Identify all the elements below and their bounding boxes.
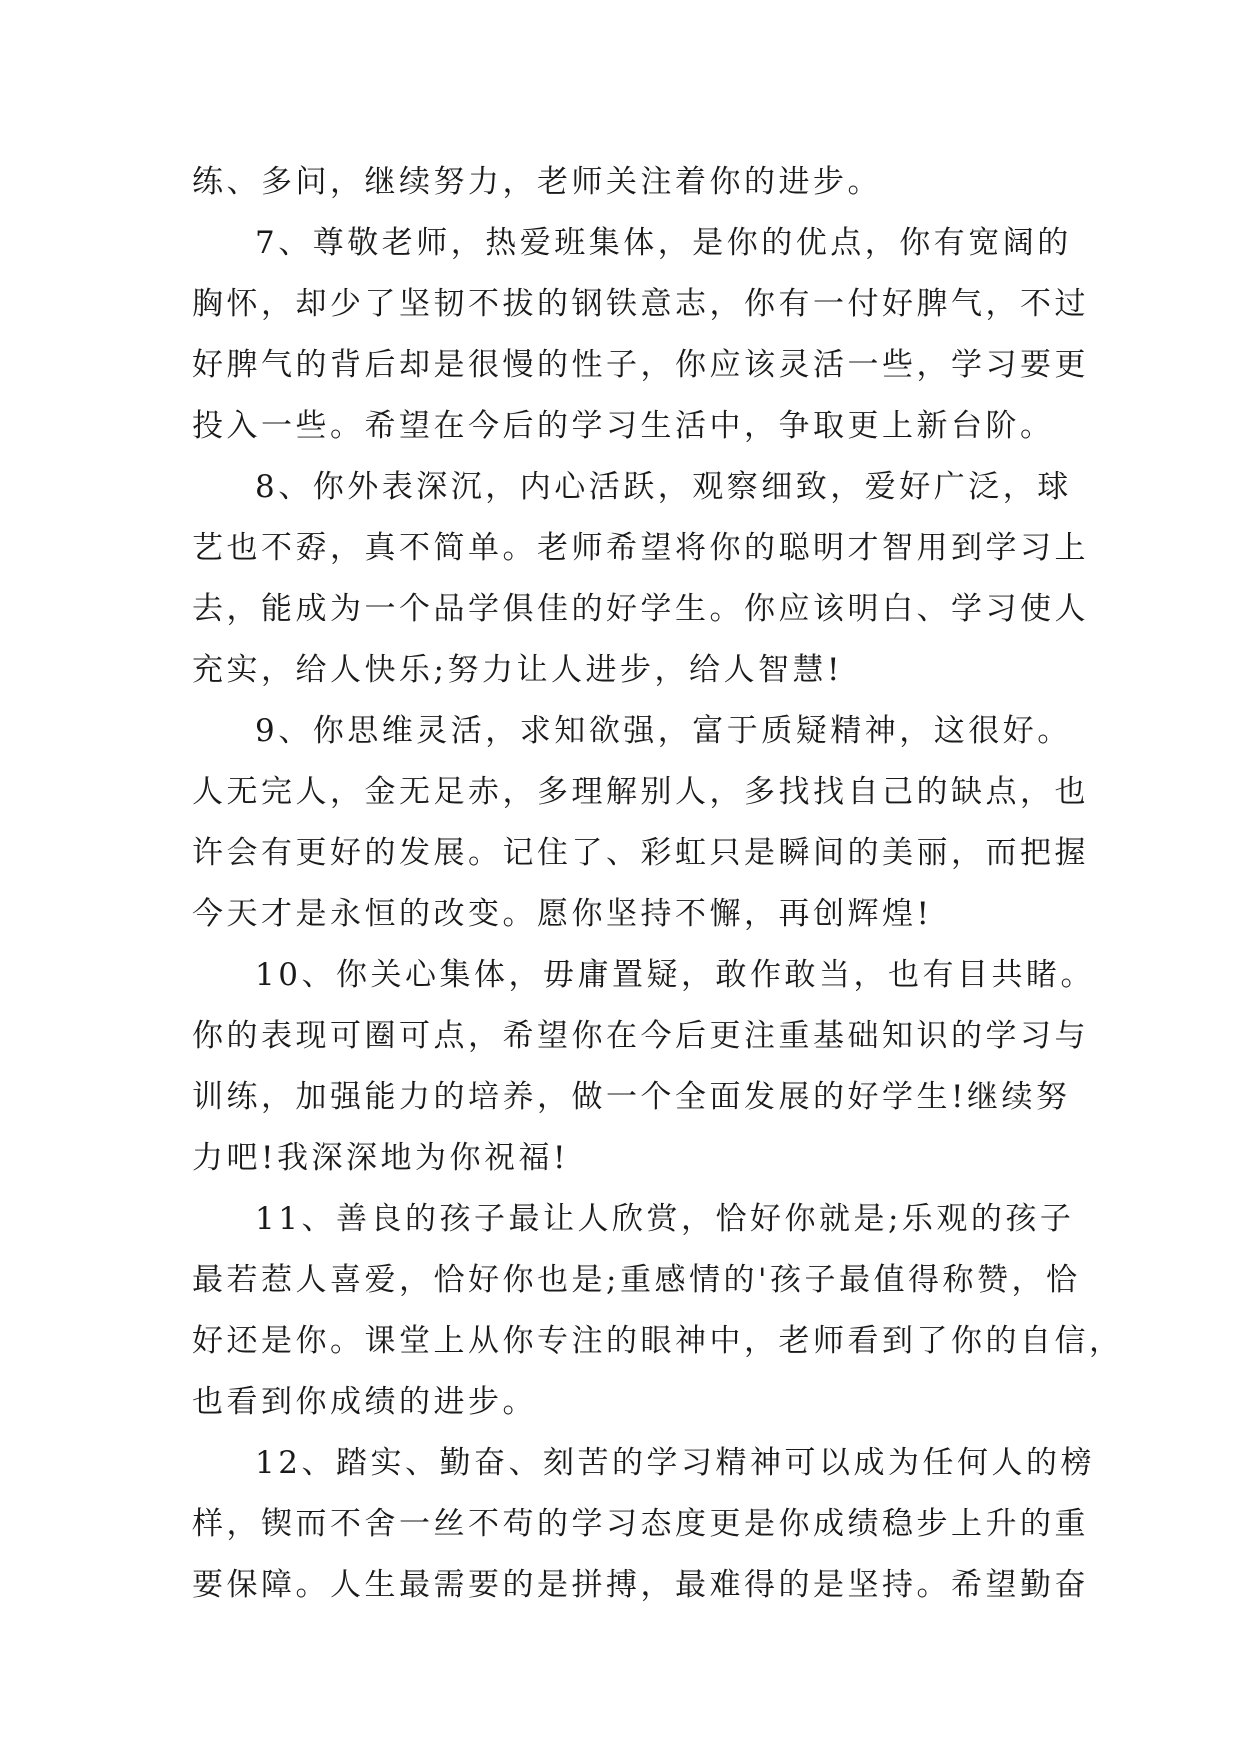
paragraph-12-start: 12、踏实、勤奋、刻苦的学习精神可以成为任何人的榜 [255, 1445, 1095, 1481]
text-line: 要保障。人生最需要的是拼搏，最难得的是坚持。希望勤奋 [192, 1567, 1089, 1603]
text-line: 力吧!我深深地为你祝福! [192, 1140, 569, 1176]
text-line: 去，能成为一个品学俱佳的好学生。你应该明白、学习使人 [192, 591, 1089, 627]
text-line: 好还是你。课堂上从你专注的眼神中，老师看到了你的自信， [192, 1323, 1124, 1359]
paragraph-10-start: 10、你关心集体，毋庸置疑，敢作敢当，也有目共睹。 [255, 957, 1095, 993]
paragraph-11-start: 11、善良的孩子最让人欣赏，恰好你就是;乐观的孩子 [255, 1201, 1075, 1237]
text-line: 今天才是永恒的改变。愿你坚持不懈，再创辉煌! [192, 896, 933, 932]
text-line: 练、多问，继续努力，老师关注着你的进步。 [192, 164, 882, 200]
text-line: 也看到你成绩的进步。 [192, 1384, 537, 1420]
text-line: 胸怀，却少了坚韧不拔的钢铁意志，你有一付好脾气，不过 [192, 286, 1089, 322]
text-line: 人无完人，金无足赤，多理解别人，多找找自己的缺点，也 [192, 774, 1089, 810]
text-line: 许会有更好的发展。记住了、彩虹只是瞬间的美丽，而把握 [192, 835, 1089, 871]
paragraph-8-start: 8、你外表深沉，内心活跃，观察细致，爱好广泛，球 [255, 469, 1072, 505]
text-line: 好脾气的背后却是很慢的性子，你应该灵活一些，学习要更 [192, 347, 1089, 383]
text-line: 充实，给人快乐;努力让人进步，给人智慧! [192, 652, 843, 688]
text-line: 样，锲而不舍一丝不苟的学习态度更是你成绩稳步上升的重 [192, 1506, 1089, 1542]
document-body [192, 152, 1124, 1616]
text-line: 训练，加强能力的培养，做一个全面发展的好学生!继续努 [192, 1079, 1071, 1115]
text-line: 你的表现可圈可点，希望你在今后更注重基础知识的学习与 [192, 1018, 1089, 1054]
text-line: 艺也不孬，真不简单。老师希望将你的聪明才智用到学习上 [192, 530, 1089, 566]
paragraph-7-start: 7、尊敬老师，热爱班集体，是你的优点，你有宽阔的 [255, 225, 1072, 261]
text-line: 最若惹人喜爱，恰好你也是;重感情的'孩子最值得称赞，恰 [192, 1262, 1081, 1298]
paragraph-9-start: 9、你思维灵活，求知欲强，富于质疑精神，这很好。 [255, 713, 1072, 749]
text-line: 投入一些。希望在今后的学习生活中，争取更上新台阶。 [192, 408, 1055, 444]
